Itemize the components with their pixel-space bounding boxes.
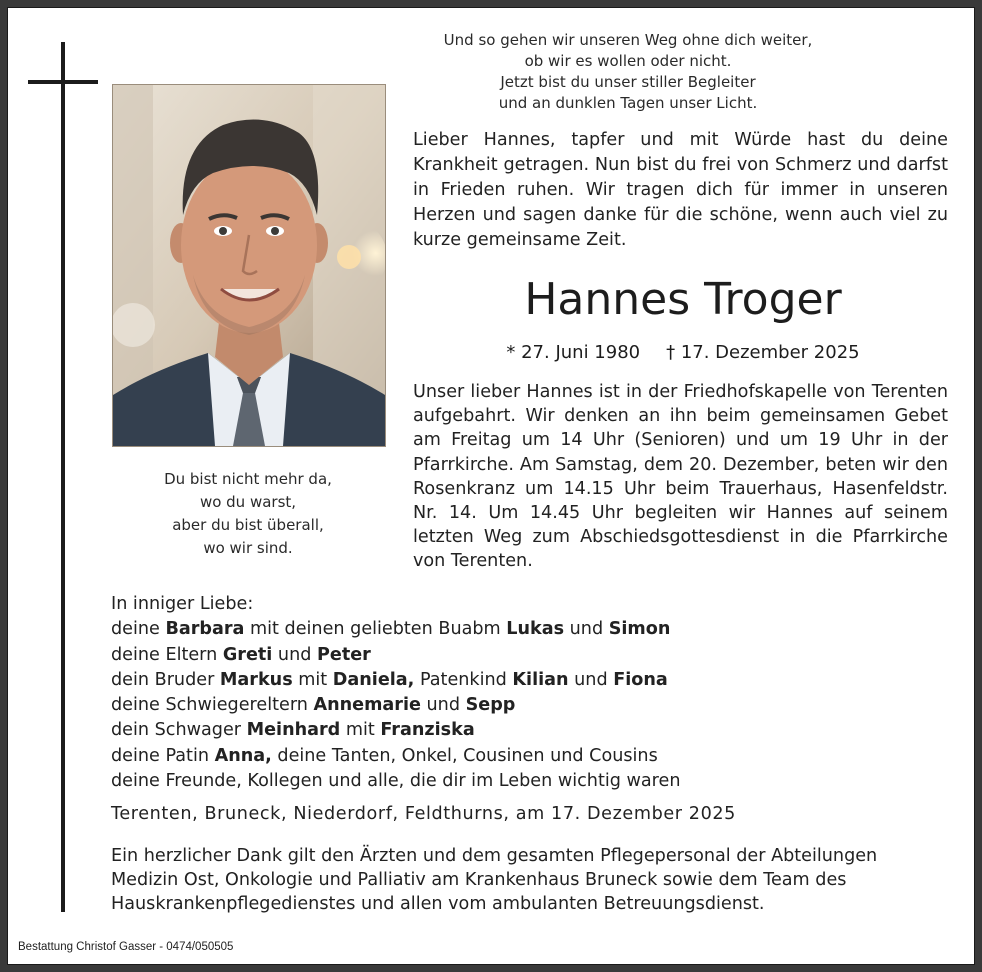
text: mit <box>340 720 381 741</box>
text: mit <box>292 669 333 690</box>
text: mit deinen geliebten Buabm <box>244 619 507 640</box>
mourner-line: deine Freunde, Kollegen und alle, die dir im Leben wichtig waren <box>111 771 681 792</box>
cross-vertical-bar <box>61 42 65 912</box>
mourner-name: Simon <box>608 619 671 640</box>
mourner-name: Anna, <box>214 745 272 766</box>
left-poem-line: wo du warst, <box>199 493 297 511</box>
place-and-date: Terenten, Bruneck, Niederdorf, Feldthurns, am 17. Dezember 2025 <box>111 804 736 824</box>
top-poem-line: und an dunklen Tagen unser Licht. <box>498 94 758 112</box>
death-date: † 17. Dezember 2025 <box>666 342 860 363</box>
mourner-name: Fiona <box>613 669 668 690</box>
funeral-home-credit: Bestattung Christof Gasser - 0474/050505 <box>18 941 234 953</box>
mourner-name: Markus <box>219 669 293 690</box>
mourner-line <box>111 643 951 668</box>
mourner-name: Daniela, <box>332 669 415 690</box>
text: und <box>420 695 466 716</box>
top-poem-line: Und so gehen wir unseren Weg ohne dich weiter, <box>443 31 813 49</box>
birth-date: * 27. Juni 1980 <box>506 342 641 363</box>
thanks-line: Medizin Ost, Onkologie und Palliativ am Krankenhaus Bruneck sowie dem Team des <box>111 870 847 890</box>
mourner-name: Barbara <box>165 619 245 640</box>
top-poem <box>438 30 818 114</box>
mourners-heading: In inniger Liebe: <box>111 594 254 614</box>
text: deine Eltern <box>111 644 223 665</box>
left-poem-line: aber du bist überall, <box>172 516 324 534</box>
text: und <box>564 619 609 640</box>
thanks-line: Ein herzlicher Dank gilt den Ärzten und dem gesamten Pflegepersonal der Abteilungen <box>111 846 878 866</box>
mourner-name: Annemarie <box>313 695 421 716</box>
thanks-line: Hauskrankenpflegedienstes und allen vom ambulanten Betreuungsdienst. <box>111 894 765 914</box>
mourner-name: Lukas <box>506 619 565 640</box>
text: und <box>568 669 614 690</box>
text: deine <box>111 619 166 640</box>
mourner-line <box>111 744 951 769</box>
text: deine Patin <box>111 745 215 766</box>
service-paragraph: Unser lieber Hannes ist in der Friedhofskapelle von Terenten aufgebahrt. Wir denken an ihn beim gemeinsamen Gebet am Freitag um 14 Uhr (Senioren) und um 19 Uhr in der Pfarrkirche. Am Samstag, dem 20. Dezember, beten wir den Rosenkranz um 14.15 Uhr beim Trauerhaus, Hasenfeldstr. Nr. 14. Um 14.45 Uhr begleiten wir Hannes auf seinem letzten Weg zum Abschiedsgottesdienst in die Pfarrkirche von Terenten. <box>413 382 948 572</box>
mourner-line <box>111 718 951 743</box>
text: dein Schwager <box>111 720 247 741</box>
mourner-name: Greti <box>222 644 273 665</box>
mourner-line <box>111 668 951 693</box>
top-poem-line: Jetzt bist du unser stiller Begleiter <box>500 73 756 91</box>
cross-horizontal-bar <box>28 80 98 84</box>
life-dates <box>413 340 953 366</box>
mourner-line <box>111 617 951 642</box>
mourner-name: Meinhard <box>246 720 341 741</box>
mourner-line <box>111 693 951 718</box>
top-poem-line: ob wir es wollen oder nicht. <box>524 52 732 70</box>
text: Patenkind <box>414 669 513 690</box>
mourner-name: Peter <box>317 644 371 665</box>
mourners-list <box>111 592 951 794</box>
mourner-name: Sepp <box>465 695 516 716</box>
mourner-name: Kilian <box>512 669 569 690</box>
intro-paragraph: Lieber Hannes, tapfer und mit Würde hast du deine Krankheit getragen. Nun bist du frei von Schmerz und darfst in Frieden ruhen. Wir tragen dich für immer in unseren Herzen und sagen danke für die schöne, wenn auch viel zu kurze gemeinsame Zeit. <box>413 130 948 250</box>
obituary-sheet <box>7 7 975 965</box>
text: dein Bruder <box>111 669 220 690</box>
portrait-photo <box>112 84 386 447</box>
thanks-paragraph <box>111 844 951 916</box>
text: deine Tanten, Onkel, Cousinen und Cousins <box>271 745 658 766</box>
left-poem-line: wo wir sind. <box>203 539 293 557</box>
portrait-illustration <box>113 85 385 446</box>
text: und <box>272 644 317 665</box>
deceased-name: Hannes Troger <box>524 274 842 325</box>
mourner-name: Franziska <box>380 720 475 741</box>
text: deine Schwiegereltern <box>111 695 314 716</box>
left-poem <box>128 468 368 560</box>
left-poem-line: Du bist nicht mehr da, <box>164 470 332 488</box>
